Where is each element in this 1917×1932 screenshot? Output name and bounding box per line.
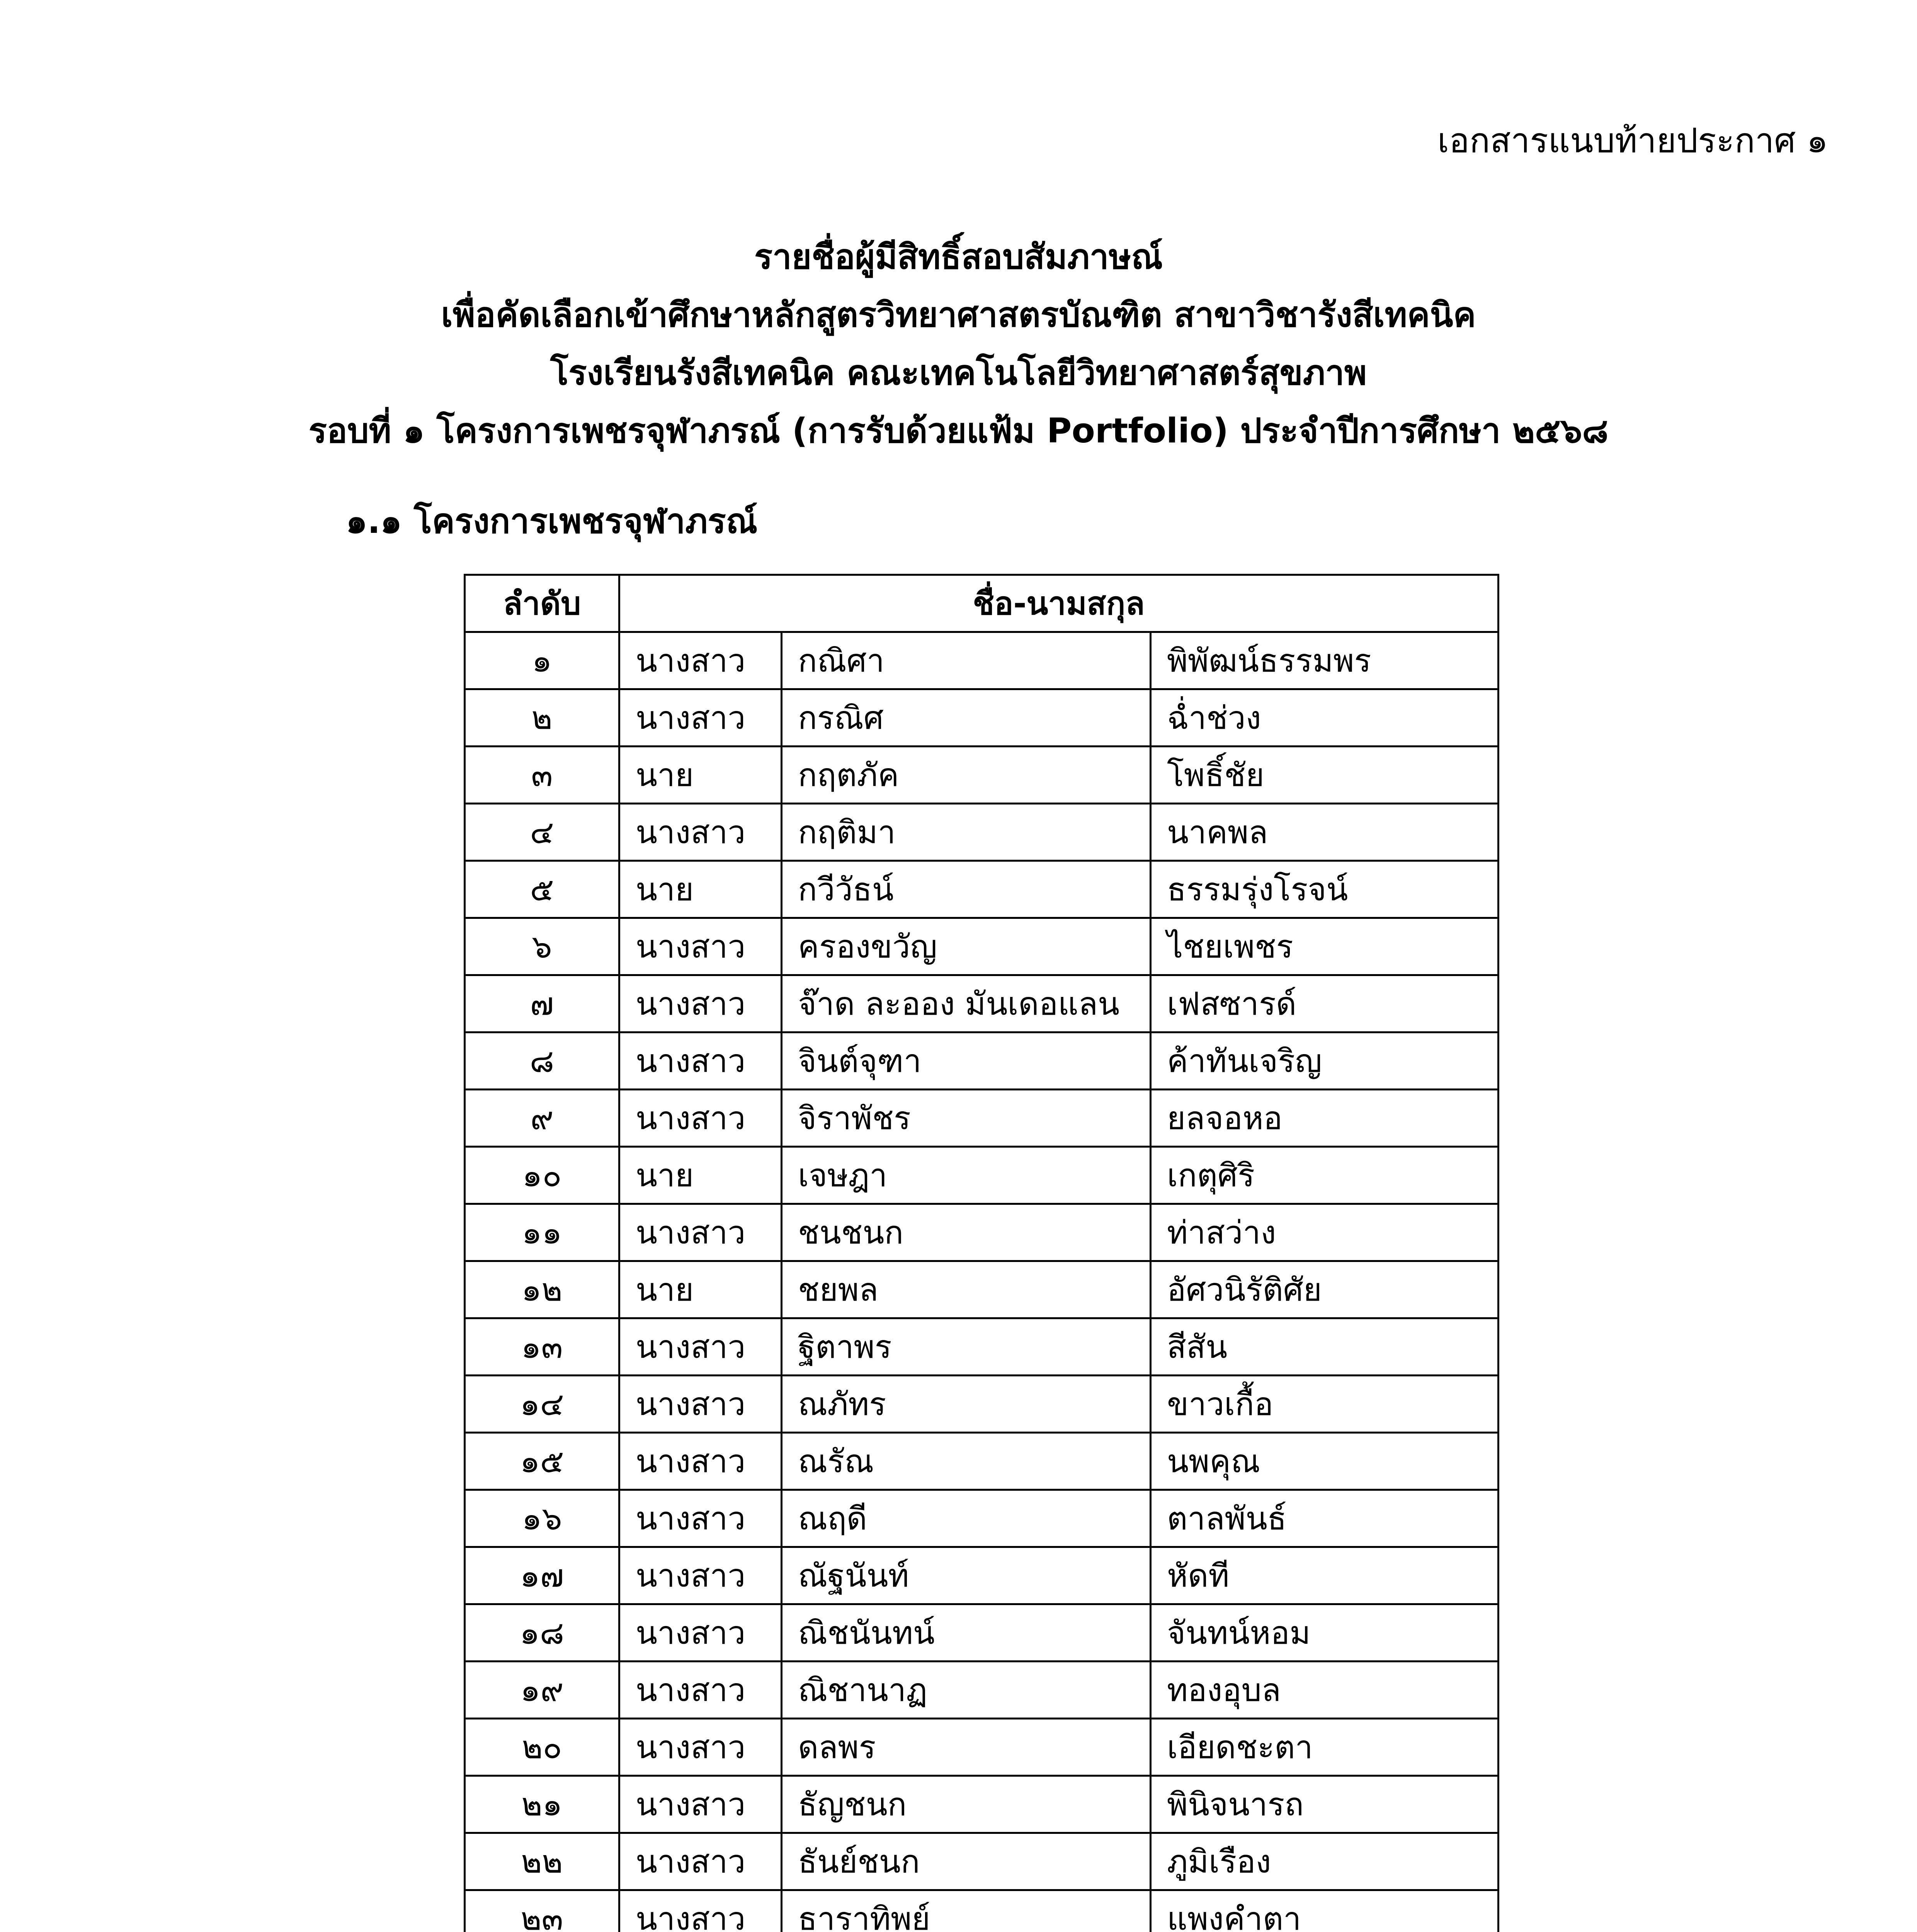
- table-row: [465, 1261, 1499, 1318]
- table-row: [465, 975, 1499, 1032]
- row-first-name: ชยพล: [782, 1261, 1151, 1318]
- heading-line-3: โรงเรียนรังสีเทคนิค คณะเทคโนโลยีวิทยาศาสตร์สุขภาพ: [550, 353, 1367, 393]
- table-row: [465, 1204, 1499, 1261]
- table-row: [465, 1318, 1499, 1376]
- table-row: [465, 689, 1499, 747]
- table-row: [465, 918, 1499, 975]
- row-last-name: ค้าทันเจริญ: [1151, 1032, 1499, 1090]
- row-first-name: กวีวัธน์: [782, 861, 1151, 918]
- row-first-name: เจษฎา: [782, 1147, 1151, 1204]
- row-title: นางสาว: [619, 1490, 782, 1547]
- row-title: นางสาว: [619, 1318, 782, 1376]
- row-number: ๑๗: [465, 1547, 619, 1604]
- row-number: ๑๓: [465, 1318, 619, 1376]
- row-title: นางสาว: [619, 804, 782, 861]
- table-header-row: [465, 575, 1499, 632]
- table-row: [465, 1147, 1499, 1204]
- row-last-name: ขาวเกื้อ: [1151, 1376, 1499, 1433]
- table-row: [465, 747, 1499, 804]
- table-row: [465, 861, 1499, 918]
- table-body: [465, 632, 1499, 1932]
- row-title: นางสาว: [619, 1376, 782, 1433]
- row-last-name: ภูมิเรือง: [1151, 1833, 1499, 1890]
- table-row: [465, 1376, 1499, 1433]
- row-title: นางสาว: [619, 1547, 782, 1604]
- row-number: ๔: [465, 804, 619, 861]
- row-title: นางสาว: [619, 689, 782, 747]
- row-last-name: ฉ่ำช่วง: [1151, 689, 1499, 747]
- table-row: [465, 632, 1499, 689]
- row-number: ๘: [465, 1032, 619, 1090]
- row-number: ๑๔: [465, 1376, 619, 1433]
- row-title: นางสาว: [619, 918, 782, 975]
- row-number: ๒๓: [465, 1890, 619, 1932]
- row-title: นาย: [619, 747, 782, 804]
- row-number: ๗: [465, 975, 619, 1032]
- header-name: ชื่อ-นามสกุล: [619, 575, 1499, 632]
- row-first-name: ดลพร: [782, 1719, 1151, 1776]
- row-number: ๑๘: [465, 1604, 619, 1662]
- row-last-name: โพธิ์ชัย: [1151, 747, 1499, 804]
- row-last-name: สีสัน: [1151, 1318, 1499, 1376]
- row-last-name: นพคุณ: [1151, 1433, 1499, 1490]
- row-first-name: จ๊าด ละออง มันเดอแลน: [782, 975, 1151, 1032]
- row-number: ๑๑: [465, 1204, 619, 1261]
- row-number: ๒๒: [465, 1833, 619, 1890]
- row-first-name: ณัฐนันท์: [782, 1547, 1151, 1604]
- document-heading: [0, 228, 1917, 460]
- header-number: ลำดับ: [465, 575, 619, 632]
- table-row: [465, 1662, 1499, 1719]
- row-first-name: ณรัณ: [782, 1433, 1151, 1490]
- row-last-name: ท่าสว่าง: [1151, 1204, 1499, 1261]
- row-last-name: ธรรมรุ่งโรจน์: [1151, 861, 1499, 918]
- row-title: นางสาว: [619, 1204, 782, 1261]
- row-first-name: ณิชานาฏ: [782, 1662, 1151, 1719]
- row-last-name: พินิจนารถ: [1151, 1776, 1499, 1833]
- table-row: [465, 1604, 1499, 1662]
- row-last-name: จันทน์หอม: [1151, 1604, 1499, 1662]
- section-title: ๑.๑ โครงการเพชรจุฬาภรณ์: [346, 501, 758, 541]
- row-last-name: ไชยเพชร: [1151, 918, 1499, 975]
- table-row: [465, 1890, 1499, 1932]
- row-first-name: กรณิศ: [782, 689, 1151, 747]
- row-title: นาย: [619, 861, 782, 918]
- attachment-label: เอกสารแนบท้ายประกาศ ๑: [1437, 121, 1828, 160]
- row-title: นางสาว: [619, 1604, 782, 1662]
- row-title: นางสาว: [619, 1833, 782, 1890]
- row-title: นางสาว: [619, 1662, 782, 1719]
- row-title: นางสาว: [619, 975, 782, 1032]
- row-first-name: ฐิตาพร: [782, 1318, 1151, 1376]
- heading-line-1: รายชื่อผู้มีสิทธิ์สอบสัมภาษณ์: [754, 237, 1163, 277]
- row-last-name: พิพัฒน์ธรรมพร: [1151, 632, 1499, 689]
- row-number: ๓: [465, 747, 619, 804]
- row-last-name: ตาลพันธ์: [1151, 1490, 1499, 1547]
- row-first-name: ณฤดี: [782, 1490, 1151, 1547]
- table-row: [465, 804, 1499, 861]
- row-number: ๑๙: [465, 1662, 619, 1719]
- table-row: [465, 1547, 1499, 1604]
- row-first-name: กณิศา: [782, 632, 1151, 689]
- row-number: ๑๐: [465, 1147, 619, 1204]
- row-first-name: ธันย์ชนก: [782, 1833, 1151, 1890]
- table-row: [465, 1090, 1499, 1147]
- row-title: นางสาว: [619, 1032, 782, 1090]
- table-row: [465, 1719, 1499, 1776]
- table-row: [465, 1433, 1499, 1490]
- row-number: ๑๕: [465, 1433, 619, 1490]
- candidate-table: [464, 574, 1499, 1932]
- row-last-name: หัดที: [1151, 1547, 1499, 1604]
- row-title: นางสาว: [619, 632, 782, 689]
- heading-line-4: รอบที่ ๑ โครงการเพชรจุฬาภรณ์ (การรับด้วยแฟ้ม Portfolio) ประจำปีการศึกษา ๒๕๖๘: [308, 411, 1609, 451]
- table-row: [465, 1776, 1499, 1833]
- row-last-name: ทองอุบล: [1151, 1662, 1499, 1719]
- row-title: นาย: [619, 1261, 782, 1318]
- row-first-name: ณิชนันทน์: [782, 1604, 1151, 1662]
- row-last-name: อัศวนิรัติศัย: [1151, 1261, 1499, 1318]
- row-number: ๑๒: [465, 1261, 619, 1318]
- table-row: [465, 1032, 1499, 1090]
- row-first-name: จิราพัชร: [782, 1090, 1151, 1147]
- row-last-name: เอียดชะตา: [1151, 1719, 1499, 1776]
- row-number: ๖: [465, 918, 619, 975]
- row-first-name: กฤตภัค: [782, 747, 1151, 804]
- row-title: นางสาว: [619, 1719, 782, 1776]
- row-last-name: เกตุศิริ: [1151, 1147, 1499, 1204]
- row-first-name: ชนชนก: [782, 1204, 1151, 1261]
- row-title: นางสาว: [619, 1890, 782, 1932]
- row-title: นางสาว: [619, 1090, 782, 1147]
- row-title: นาย: [619, 1147, 782, 1204]
- row-first-name: กฤติมา: [782, 804, 1151, 861]
- row-last-name: นาคพล: [1151, 804, 1499, 861]
- row-first-name: ณภัทร: [782, 1376, 1151, 1433]
- row-number: ๕: [465, 861, 619, 918]
- heading-line-2: เพื่อคัดเลือกเข้าศึกษาหลักสูตรวิทยาศาสตรบัณฑิต สาขาวิชารังสีเทคนิค: [441, 295, 1476, 335]
- row-title: นางสาว: [619, 1433, 782, 1490]
- row-number: ๒๑: [465, 1776, 619, 1833]
- row-last-name: เฟสซารด์: [1151, 975, 1499, 1032]
- table-row: [465, 1833, 1499, 1890]
- row-last-name: แพงคำตา: [1151, 1890, 1499, 1932]
- row-number: ๒: [465, 689, 619, 747]
- row-last-name: ยลจอหอ: [1151, 1090, 1499, 1147]
- row-number: ๑: [465, 632, 619, 689]
- row-first-name: จินต์จุฑา: [782, 1032, 1151, 1090]
- row-number: ๙: [465, 1090, 619, 1147]
- row-number: ๑๖: [465, 1490, 619, 1547]
- row-title: นางสาว: [619, 1776, 782, 1833]
- row-first-name: ธาราทิพย์: [782, 1890, 1151, 1932]
- table-row: [465, 1490, 1499, 1547]
- row-first-name: ธัญชนก: [782, 1776, 1151, 1833]
- row-first-name: ครองขวัญ: [782, 918, 1151, 975]
- row-number: ๒๐: [465, 1719, 619, 1776]
